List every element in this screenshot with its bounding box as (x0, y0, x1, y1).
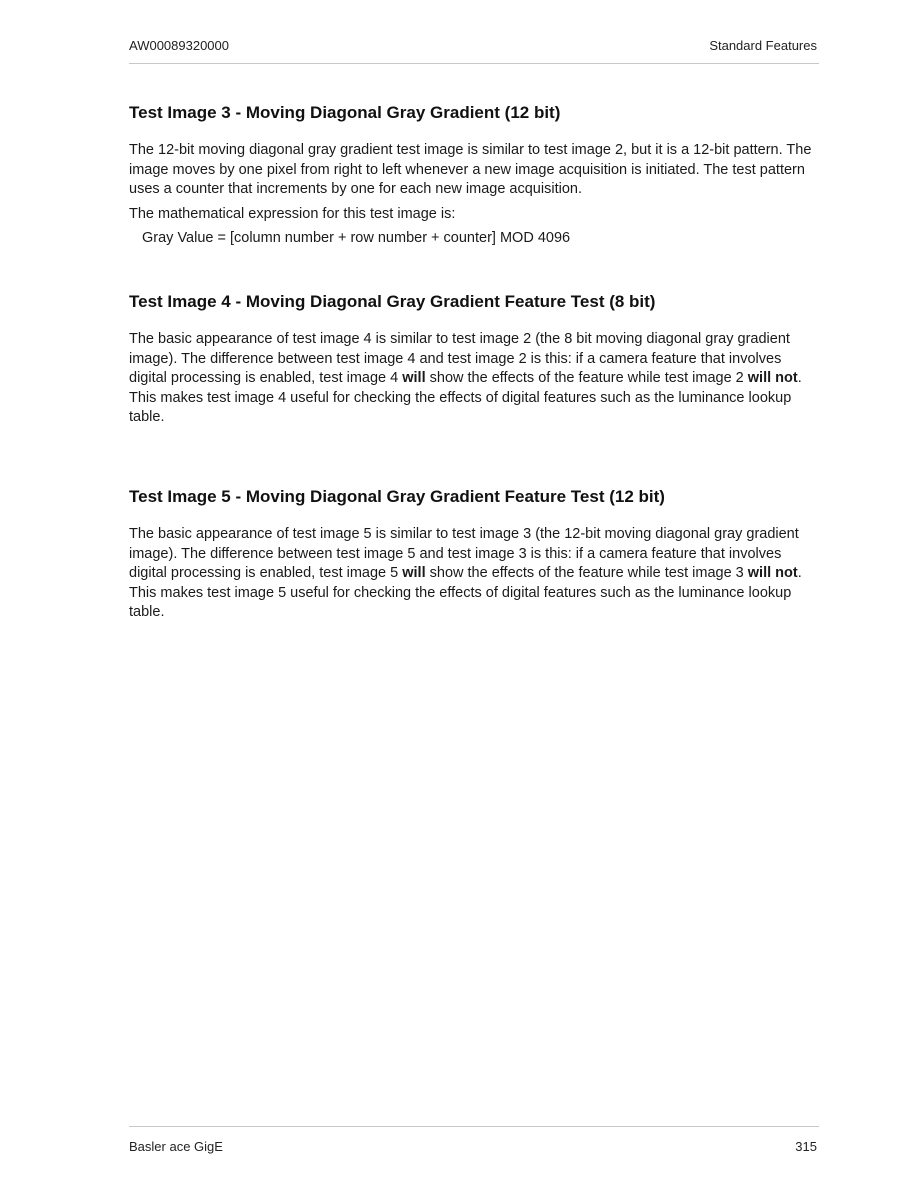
bold-text: will (402, 565, 426, 582)
section-test-image-3 (129, 100, 817, 249)
chapter-title: Standard Features (709, 38, 817, 53)
bold-text: will not (747, 370, 798, 387)
section-paragraph: The mathematical expression for this test image is: (129, 205, 456, 222)
section-heading: Test Image 5 - Moving Diagonal Gray Gradient Feature Test (12 bit) (129, 486, 665, 506)
text-run: The basic appearance of test image 4 is similar to test image 2 (the 8 bit moving diagonal gray gradient image). The difference between test image 4 and test image 2 is this: if a camera feature that involves digital processing is enabled, test image 4 (129, 330, 790, 387)
document-number: AW00089320000 (129, 38, 229, 53)
text-run: . This makes test image 5 useful for checking the effects of digital features such as the luminance lookup table. (129, 565, 802, 621)
product-name: Basler ace GigE (129, 1139, 223, 1154)
page-footer (129, 1139, 817, 1157)
formula: Gray Value = [column number + row number + counter] MOD 4096 (142, 230, 571, 247)
section-heading: Test Image 4 - Moving Diagonal Gray Gradient Feature Test (8 bit) (129, 291, 656, 311)
section-paragraph (129, 525, 817, 623)
bold-text: will (402, 370, 426, 387)
text-run: show the effects of the feature while test image 3 (425, 565, 748, 582)
page-content (129, 100, 817, 628)
page-number: 315 (795, 1139, 817, 1154)
footer-divider (129, 1126, 819, 1127)
section-paragraph: The 12-bit moving diagonal gray gradient test image is similar to test image 2, but it is a 12-bit pattern. The image moves by one pixel from right to left whenever a new image acquisition is initiated. The test pattern uses a counter that increments by one for each new image acquisition. (129, 142, 812, 198)
section-test-image-4 (129, 289, 817, 428)
section-paragraph (129, 330, 817, 428)
text-run: The basic appearance of test image 5 is similar to test image 3 (the 12-bit moving diagonal gray gradient image). The difference between test image 5 and test image 3 is this: if a camera feature that involves digital processing is enabled, test image 5 (129, 525, 799, 582)
page-header (129, 38, 817, 56)
section-heading: Test Image 3 - Moving Diagonal Gray Gradient (12 bit) (129, 103, 561, 122)
header-divider (129, 63, 819, 64)
bold-text: will not (747, 565, 798, 582)
text-run: show the effects of the feature while test image 2 (425, 370, 748, 387)
section-test-image-5 (129, 484, 817, 623)
text-run: . This makes test image 4 useful for checking the effects of digital features such as the luminance lookup table. (129, 370, 802, 426)
